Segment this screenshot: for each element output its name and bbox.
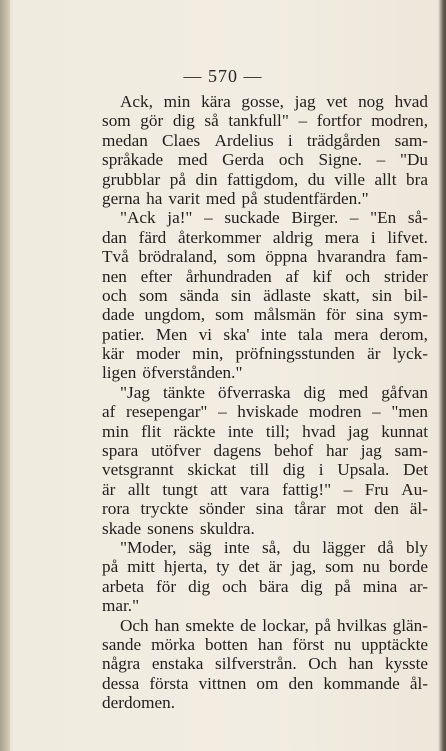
word: gosse, [241, 92, 284, 111]
word: allt [127, 479, 150, 499]
text-line [102, 596, 428, 615]
word: – [376, 150, 386, 170]
word: moder [136, 344, 181, 364]
text-line [102, 402, 428, 421]
word: jag [294, 92, 316, 111]
word: inte [227, 421, 254, 441]
word: dagens [213, 441, 262, 461]
word: "Jag [120, 382, 150, 402]
word: gerna [102, 188, 141, 208]
word: medan [102, 130, 148, 150]
page-gutter [0, 0, 10, 751]
word: Men [155, 324, 188, 344]
word: du [307, 169, 325, 189]
word: "Du [399, 150, 428, 170]
word: pröfningsstunden [235, 344, 355, 364]
word: först [292, 634, 325, 654]
word: är [102, 479, 116, 499]
word: fortfor [316, 111, 362, 131]
word: mera [324, 227, 360, 247]
word: modren, [371, 111, 428, 131]
word: skuldra. [199, 518, 255, 538]
word: målsmän [253, 305, 316, 325]
word: kommande [323, 673, 400, 693]
word: hvad [302, 421, 336, 441]
word: "men [391, 402, 428, 422]
text-line [102, 228, 428, 247]
word: trädgården [306, 130, 381, 150]
word: på [169, 169, 186, 189]
word: utöfver [151, 441, 201, 461]
word: ar- [409, 576, 428, 596]
word: arbeta [102, 576, 144, 596]
word: Gerda [222, 150, 265, 170]
word: "Moder, [120, 537, 177, 557]
word: räckte [173, 421, 216, 441]
word: öfverraska [218, 382, 291, 402]
word: Ack, [120, 92, 153, 111]
word: och [102, 285, 127, 305]
word: min [102, 421, 129, 441]
word: derom, [379, 324, 428, 344]
word: sin [371, 285, 392, 305]
word: kära [201, 92, 231, 111]
word: Och [308, 654, 337, 674]
word: och [345, 266, 371, 286]
word: språkade [102, 150, 164, 170]
text-line [102, 538, 428, 557]
word: "En [370, 208, 397, 228]
word: för [325, 305, 346, 325]
word: i [287, 130, 293, 150]
word: varit [168, 188, 200, 208]
word: mar." [102, 596, 140, 616]
word: Upsala. [337, 460, 390, 480]
word: på [334, 576, 351, 596]
word: har [325, 441, 348, 461]
word: på [102, 557, 119, 577]
word: tryckte [140, 499, 189, 519]
text-line [102, 131, 428, 150]
word: brödraland, [138, 247, 218, 267]
word: ville [334, 169, 365, 189]
word: hvad [394, 92, 428, 111]
text-line [102, 460, 428, 479]
word: ja!" [167, 208, 193, 228]
word: i [370, 227, 376, 247]
word: nu [334, 634, 352, 654]
text-line [102, 654, 428, 673]
word: som [325, 557, 354, 577]
text-line [102, 422, 428, 441]
word: grubblar [102, 169, 161, 189]
word: Fru [364, 479, 389, 499]
word: som [226, 247, 256, 267]
text-line [102, 557, 428, 576]
word: att [210, 479, 228, 499]
word: fam- [395, 247, 428, 267]
word: mörka [151, 634, 195, 654]
word: dig [300, 576, 323, 596]
word: Det [403, 460, 428, 480]
word: kysste [385, 654, 428, 674]
word: fattig!" [282, 479, 332, 499]
word: ligen [102, 363, 137, 383]
word: ty [216, 557, 230, 577]
word: tala [297, 324, 323, 344]
word: kunnat [381, 421, 428, 441]
word: sande [102, 634, 142, 654]
word: dig [303, 382, 326, 402]
word: dan [102, 227, 127, 247]
text-line [102, 577, 428, 596]
text-line [102, 635, 428, 654]
text-line [102, 267, 428, 286]
word: ål- [409, 673, 428, 693]
text-line [102, 616, 428, 635]
word: vittnen [198, 673, 247, 693]
text-line [102, 325, 428, 344]
word: – [218, 402, 227, 422]
word: mitt [127, 557, 155, 577]
body-text [102, 92, 428, 713]
word: sin [231, 285, 252, 305]
word: vi [198, 324, 213, 344]
word: de [240, 615, 257, 635]
word: Ardelius [214, 130, 274, 150]
word: af [285, 266, 299, 286]
word: färd [138, 227, 167, 247]
word: studentfärden." [263, 188, 369, 208]
word: lägger [322, 537, 366, 557]
word: strider [384, 266, 428, 286]
word: modren [309, 402, 362, 422]
word: århundraden [185, 266, 272, 286]
word: första [149, 673, 189, 693]
word: – [343, 479, 353, 499]
word: sönder [199, 499, 245, 519]
word: bra [406, 169, 428, 189]
word: med [177, 150, 208, 170]
word: till [249, 460, 270, 480]
word: om [256, 673, 279, 693]
word: efter [140, 266, 173, 286]
word: gåfvan [381, 382, 428, 402]
word: till; [265, 421, 290, 441]
word: nog [358, 92, 384, 111]
word: patier. [102, 324, 145, 344]
text-line [102, 674, 428, 693]
word: kif [312, 266, 332, 286]
word: min [163, 92, 191, 111]
word: sina [355, 305, 384, 325]
word: och [222, 576, 247, 596]
word: öppna [265, 247, 308, 267]
word: sam- [394, 130, 428, 150]
word: lifvet. [387, 227, 428, 247]
text-line [102, 693, 428, 712]
word: allt [374, 169, 397, 189]
word: – [372, 402, 381, 422]
word: spara [102, 441, 139, 461]
word: botten [204, 634, 248, 654]
word: tänkte [162, 382, 205, 402]
word: jag [347, 421, 369, 441]
text-line [102, 499, 428, 518]
text-line [102, 189, 428, 208]
word: kär [102, 344, 124, 364]
word: som [138, 285, 168, 305]
word: i [318, 460, 324, 480]
word: inte [260, 324, 287, 344]
word: gör [140, 111, 164, 131]
word: resepengar" [125, 402, 208, 422]
word: Birger. [291, 208, 339, 228]
text-line [102, 383, 428, 402]
word: Au- [401, 479, 428, 499]
word: flit [141, 421, 162, 441]
word: nu [362, 557, 380, 577]
word: tungt [162, 479, 198, 499]
word: inte [223, 537, 250, 557]
word: sym- [393, 305, 428, 325]
word: hvarandra [317, 247, 386, 267]
word: Två [102, 247, 129, 267]
text-line [102, 170, 428, 189]
word: bära [258, 576, 289, 596]
page-number: — 570 — [183, 66, 263, 86]
word: är [268, 557, 282, 577]
text-line [102, 519, 428, 538]
text-line [102, 247, 428, 266]
word: borde [388, 557, 428, 577]
word: Och [120, 615, 149, 635]
word: vara [239, 479, 270, 499]
word: som [215, 305, 244, 325]
word: tankfull" [228, 111, 289, 131]
text-line [102, 111, 428, 130]
word: för [156, 576, 177, 596]
word: några [102, 654, 141, 674]
word: på [314, 615, 332, 635]
word: tårar [294, 499, 326, 519]
text-line [102, 150, 428, 169]
word: aldrig [272, 227, 313, 247]
word: öfverstånden." [142, 363, 243, 383]
text-line [102, 92, 428, 111]
text-line [102, 305, 428, 324]
word: som [102, 111, 131, 131]
word: min, [192, 344, 224, 364]
word: mot [336, 499, 364, 519]
word: silfverstrån. [215, 654, 297, 674]
word: skade [102, 518, 142, 538]
word: skatt, [323, 285, 360, 305]
word: du [292, 537, 311, 557]
word: Signe. [318, 150, 362, 170]
word: dig [172, 111, 195, 131]
word: "Ack [120, 208, 156, 228]
word: sam- [394, 441, 428, 461]
text-line [102, 480, 428, 499]
word: jag [360, 441, 382, 461]
word: hvilkas [337, 615, 387, 635]
word: den [374, 499, 399, 519]
word: fattigdom, [227, 169, 299, 189]
word: skickat [187, 460, 237, 480]
word: mina [362, 576, 398, 596]
word: ungdom, [144, 305, 206, 325]
word: hjerta, [163, 557, 208, 577]
word: med [338, 382, 369, 402]
word: så, [261, 537, 281, 557]
word: suckade [224, 208, 280, 228]
word: han [257, 634, 283, 654]
word: sina [255, 499, 284, 519]
word: bil- [404, 285, 428, 305]
word: upptäckte [361, 634, 428, 654]
word: han [154, 615, 180, 635]
word: äl- [409, 499, 428, 519]
word: Claes [162, 130, 201, 150]
word: bly [406, 537, 428, 557]
word: den [288, 673, 314, 693]
word: dade [102, 305, 135, 325]
word: rora [102, 499, 130, 519]
word: ha [146, 188, 163, 208]
page-edge [438, 0, 446, 751]
word: så [204, 111, 219, 131]
word: så- [407, 208, 428, 228]
word: hviskade [237, 402, 299, 422]
word: då [377, 537, 394, 557]
word: sonens [147, 518, 194, 538]
word: vet [326, 92, 348, 111]
word: med [205, 188, 236, 208]
word: jag, [290, 557, 317, 577]
word: ska' [223, 324, 250, 344]
word: enstaka [151, 654, 204, 674]
word: mera [334, 324, 369, 344]
word: dig [188, 576, 211, 596]
word: det [238, 557, 260, 577]
word: nen [102, 266, 127, 286]
word: dessa [102, 673, 140, 693]
word: – [298, 111, 308, 131]
word: han [348, 654, 374, 674]
word: af [102, 402, 116, 422]
text-line [102, 441, 428, 460]
word: sända [179, 285, 219, 305]
word: vetsgrannt [102, 460, 174, 480]
text-line [102, 208, 428, 227]
word: och [278, 150, 304, 170]
word: lockar, [262, 615, 309, 635]
word: smekte [185, 615, 235, 635]
text-line [102, 363, 428, 382]
word: är [367, 344, 381, 364]
word: behof [274, 441, 314, 461]
text-line [102, 286, 428, 305]
word: dig [282, 460, 305, 480]
word: ädlaste [263, 285, 311, 305]
word: på [241, 188, 258, 208]
word: glän- [392, 615, 428, 635]
word: – [204, 208, 213, 228]
word: din [195, 169, 218, 189]
text-line [102, 344, 428, 363]
word: återkommer [178, 227, 262, 247]
word: – [349, 208, 359, 228]
word: derdomen. [102, 693, 176, 713]
word: säg [188, 537, 212, 557]
word: lyck- [392, 344, 428, 364]
